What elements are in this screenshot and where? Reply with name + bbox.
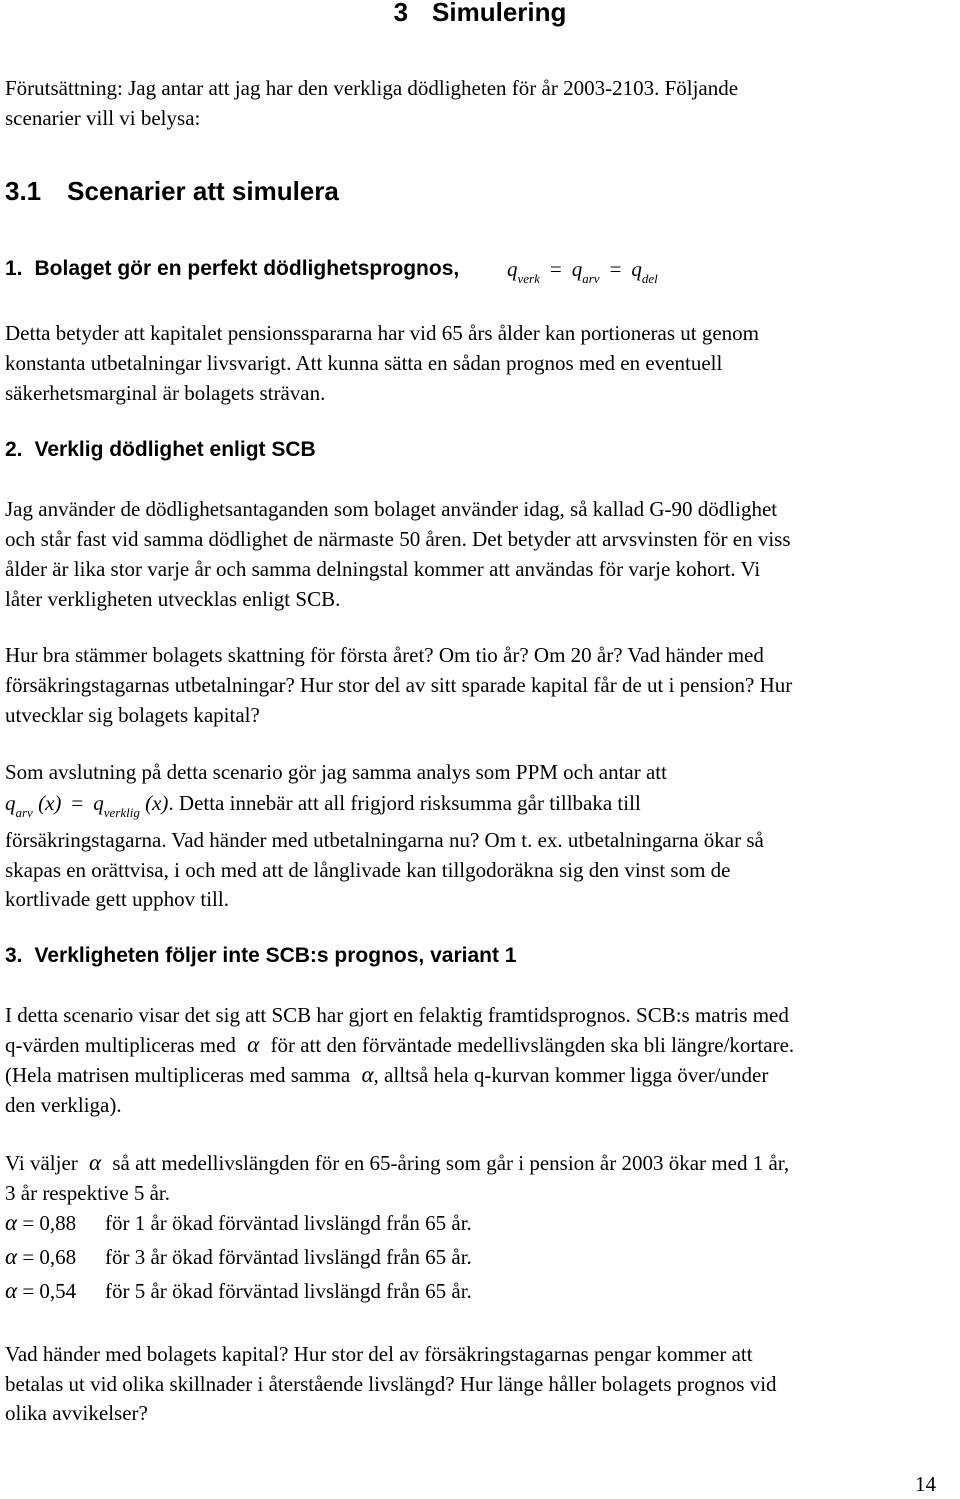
subsection-heading — [5, 176, 339, 206]
scenario-3-paragraph-line: (Hela matrisen multipliceras med samma α, alltså hela q-kurvan kommer ligga över/under — [5, 1062, 769, 1087]
scenario-1-number: 1. — [5, 257, 23, 280]
alpha-symbol: α — [89, 1150, 102, 1175]
scenario-2-paragraph-line: låter verkligheten utvecklas enligt SCB. — [5, 587, 341, 611]
alpha-row: α = 0,54 för 5 år ökad förväntad livslängd från 65 år. — [5, 1278, 472, 1303]
scenario-2-ppm-formula-line: $q_{arv}$ $(x) = q_{verklig}$ (x). Detta innebär att all frigjord risksumma går tillbaka till — [5, 791, 641, 820]
alpha-symbol: α — [247, 1032, 260, 1057]
scenario-1-paragraph-line: säkerhetsmarginal är bolagets strävan. — [5, 381, 326, 405]
section-title: Simulering — [432, 0, 567, 27]
subsection-number: 3.1 — [5, 176, 42, 206]
scenario-2-title: Verklig dödlighet enligt SCB — [34, 438, 316, 461]
scenario-1-heading — [5, 254, 459, 284]
alpha-description: för 1 år ökad förväntad livslängd från 65 år. — [105, 1211, 472, 1235]
scenario-3-title: Verkligheten följer inte SCB:s prognos, variant 1 — [34, 944, 517, 967]
alpha-value: = 0,88 — [22, 1211, 77, 1235]
arv-equals-verklig-formula: $q_{arv}$ $(x) = q_{verklig}$ (x) — [5, 791, 169, 820]
subsection-title: Scenarier att simulera — [67, 176, 339, 206]
scenario-3-question-line: Vad händer med bolagets kapital? Hur stor del av försäkringstagarnas pengar kommer att — [5, 1342, 753, 1366]
scenario-1-paragraph-line: konstanta utbetalningar livsvarigt. Att kunna sätta en sådan prognos med en eventuell — [5, 351, 723, 375]
scenario-2-paragraph-line: och står fast vid samma dödlighet de närmaste 50 åren. Det betyder att arvsvinsten för en viss — [5, 527, 791, 551]
alpha-description: för 3 år ökad förväntad livslängd från 65 år. — [105, 1245, 472, 1269]
perfect-forecast-formula: $q_{verk} = q_{arv} = q_{del}$ — [507, 257, 658, 286]
scenario-2-paragraph-line: ålder är lika stor varje år och samma delningstal kommer att användas för varje kohort. Vi — [5, 557, 761, 581]
scenario-2-paragraph-line: Jag använder de dödlighetsantaganden som bolaget använder idag, så kallad G-90 dödlighet — [5, 497, 778, 521]
scenario-2-heading — [5, 435, 316, 465]
scenario-1-paragraph-line: Detta betyder att kapitalet pensionsspararna har vid 65 års ålder kan portioneras ut genom — [5, 321, 759, 345]
scenario-2-question-line: försäkringstagarnas utbetalningar? Hur stor del av sitt sparade kapital får de ut i pension? Hur — [5, 673, 793, 697]
scenario-2-ppm-line: försäkringstagarna. Vad händer med utbetalningarna nu? Om t. ex. utbetalningarna ökar så — [5, 828, 764, 852]
scenario-3-question-line: betalas ut vid olika skillnader i återstående livslängd? Hur länge håller bolagets prognos vid — [5, 1372, 777, 1396]
scenario-2-question-line: Hur bra stämmer bolagets skattning för första året? Om tio år? Om 20 år? Vad händer med — [5, 643, 764, 667]
page-number: 14 — [915, 1472, 936, 1496]
scenario-2-ppm-line: skapas en orättvisa, i och med att de långlivade kan tillgodoräkna sig den vinst som de — [5, 858, 731, 882]
scenario-3-heading — [5, 941, 516, 971]
alpha-value: = 0,68 — [22, 1245, 77, 1269]
alpha-row: α = 0,88 för 1 år ökad förväntad livslängd från 65 år. — [5, 1210, 472, 1235]
alpha-description: för 5 år ökad förväntad livslängd från 65 år. — [105, 1279, 472, 1303]
section-heading — [0, 0, 960, 27]
alpha-value: = 0,54 — [22, 1279, 77, 1303]
scenario-2-number: 2. — [5, 438, 23, 461]
scenario-3-paragraph-line: I detta scenario visar det sig att SCB har gjort en felaktig framtidsprognos. SCB:s matris med — [5, 1003, 789, 1027]
scenario-3-choice-line: 3 år respektive 5 år. — [5, 1181, 171, 1205]
scenario-2-question-line: utvecklar sig bolagets kapital? — [5, 703, 260, 727]
intro-line: Förutsättning: Jag antar att jag har den verkliga dödligheten för år 2003-2103. Följande — [5, 76, 739, 100]
scenario-3-question-line: olika avvikelser? — [5, 1401, 148, 1425]
scenario-3-number: 3. — [5, 944, 23, 967]
alpha-symbol: α — [361, 1062, 374, 1087]
scenario-3-paragraph-line: den verkliga). — [5, 1093, 122, 1117]
scenario-3-paragraph-line: q-värden multipliceras med α för att den förväntade medellivslängden ska bli längre/kortare. — [5, 1032, 795, 1057]
scenario-2-ppm-line: kortlivade gett upphov till. — [5, 887, 229, 911]
scenario-1-title: Bolaget gör en perfekt dödlighetsprognos, — [34, 257, 460, 280]
section-number: 3 — [393, 0, 409, 27]
scenario-3-choice-line: Vi väljer α så att medellivslängden för en 65-åring som går i pension år 2003 ökar med 1 år, — [5, 1150, 790, 1175]
scenario-2-ppm-line: Som avslutning på detta scenario gör jag samma analys som PPM och antar att — [5, 760, 667, 784]
intro-line: scenarier vill vi belysa: — [5, 106, 201, 130]
alpha-row: α = 0,68 för 3 år ökad förväntad livslängd från 65 år. — [5, 1244, 472, 1269]
